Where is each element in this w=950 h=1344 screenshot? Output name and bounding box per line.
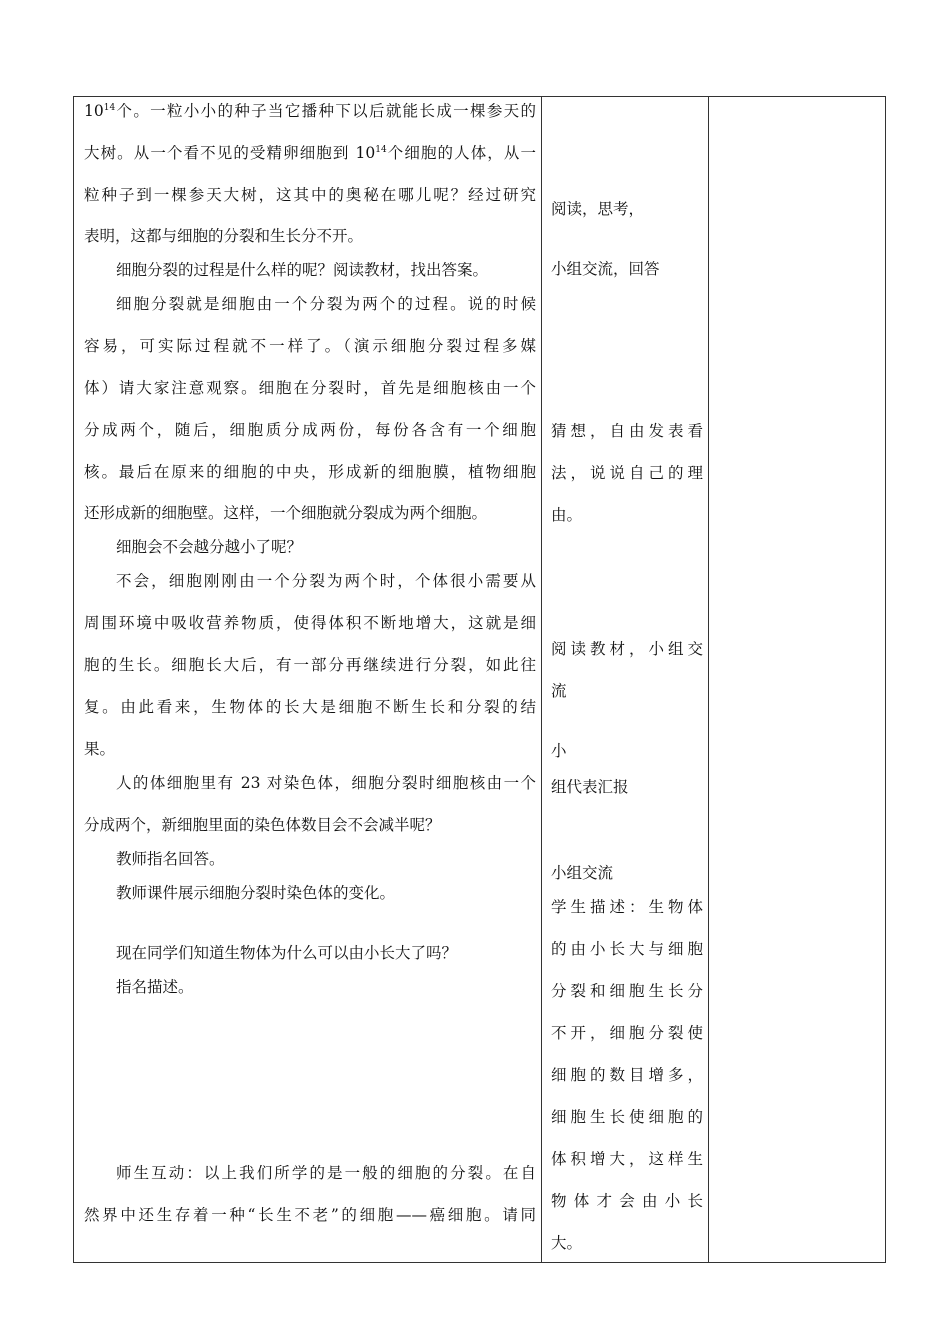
main-line-16: 复。由此看来，生物体的长大是细胞不断生长和分裂的结 xyxy=(84,698,536,716)
main-line-2: 大树。从一个看不见的受精卵细胞到 $10^{14}$个细胞的人体，从一 xyxy=(84,144,536,162)
mid-line-6: 阅读教材，小组交 xyxy=(551,640,703,658)
lesson-table xyxy=(73,96,886,1263)
main-line-18: 人的体细胞里有 23 对染色体，细胞分裂时细胞核由一个 xyxy=(116,774,536,792)
mid-line-9: 组代表汇报 xyxy=(551,778,629,796)
main-line-14: 周围环境中吸收营养物质，使得体积不断地增大，这就是细 xyxy=(84,614,536,632)
main-line-13: 不会，细胞刚刚由一个分裂为两个时，个体很小需要从 xyxy=(116,572,536,590)
main-line-1: $10^{14}$个。一粒小小的种子当它播种下以后就能长成一棵参天的 xyxy=(84,102,536,120)
mid-line-10: 小组交流 xyxy=(551,864,614,882)
main-line-21: 教师课件展示细胞分裂时染色体的变化。 xyxy=(116,884,396,902)
mid-line-12: 的由小长大与细胞 xyxy=(551,940,703,958)
main-line-22: 现在同学们知道生物体为什么可以由小长大了吗？ xyxy=(116,944,458,962)
main-line-17: 果。 xyxy=(84,740,116,758)
mid-line-4: 法，说说自己的理 xyxy=(551,464,703,482)
main-line-6: 细胞分裂就是细胞由一个分裂为两个的过程。说的时候 xyxy=(116,295,536,313)
main-line-20: 教师指名回答。 xyxy=(116,850,225,868)
main-line-23: 指名描述。 xyxy=(116,978,194,996)
main-line-8: 体）请大家注意观察。细胞在分裂时，首先是细胞核由一个 xyxy=(84,379,536,397)
mid-line-18: 物体才会由小长 xyxy=(551,1192,703,1210)
main-line-11: 还形成新的细胞壁。这样，一个细胞就分裂成为两个细胞。 xyxy=(84,504,488,522)
notes-column xyxy=(710,97,885,1262)
mid-line-14: 不开，细胞分裂使 xyxy=(551,1024,703,1042)
main-line-5: 细胞分裂的过程是什么样的呢？阅读教材，找出答案。 xyxy=(116,261,489,279)
mid-line-1: 阅读，思考， xyxy=(551,200,645,218)
main-line-9: 分成两个，随后，细胞质分成两份，每份各含有一个细胞 xyxy=(84,421,536,439)
main-line-12: 细胞会不会越分越小了呢？ xyxy=(116,538,303,556)
column-divider-2 xyxy=(708,97,709,1262)
mid-line-2: 小组交流，回答 xyxy=(551,260,660,278)
main-line-19: 分成两个，新细胞里面的染色体数目会不会减半呢？ xyxy=(84,816,441,834)
main-line-25: 然界中还生存着一种“长生不老”的细胞——癌细胞。请同 xyxy=(84,1206,536,1224)
mid-line-15: 细胞的数目增多， xyxy=(551,1066,703,1084)
main-line-3: 粒种子到一棵参天大树，这其中的奥秘在哪儿呢？经过研究 xyxy=(84,186,536,204)
main-line-24: 师生互动：以上我们所学的是一般的细胞的分裂。在自 xyxy=(116,1164,536,1182)
column-divider-1 xyxy=(541,97,542,1262)
mid-line-16: 细胞生长使细胞的 xyxy=(551,1108,703,1126)
main-line-15: 胞的生长。细胞长大后，有一部分再继续进行分裂，如此往 xyxy=(84,656,536,674)
mid-line-17: 体积增大，这样生 xyxy=(551,1150,703,1168)
main-line-4: 表明，这都与细胞的分裂和生长分不开。 xyxy=(84,227,364,245)
mid-line-11: 学生描述：生物体 xyxy=(551,898,703,916)
mid-line-13: 分裂和细胞生长分 xyxy=(551,982,703,1000)
mid-line-7: 流 xyxy=(551,682,567,700)
main-line-7: 容易，可实际过程就不一样了。（演示细胞分裂过程多媒 xyxy=(84,337,536,355)
mid-line-8: 小 xyxy=(551,742,567,760)
main-line-10: 核。最后在原来的细胞的中央，形成新的细胞膜，植物细胞 xyxy=(84,463,536,481)
mid-line-3: 猜想，自由发表看 xyxy=(551,422,703,440)
mid-line-19: 大。 xyxy=(551,1234,583,1252)
mid-line-5: 由。 xyxy=(551,506,583,524)
